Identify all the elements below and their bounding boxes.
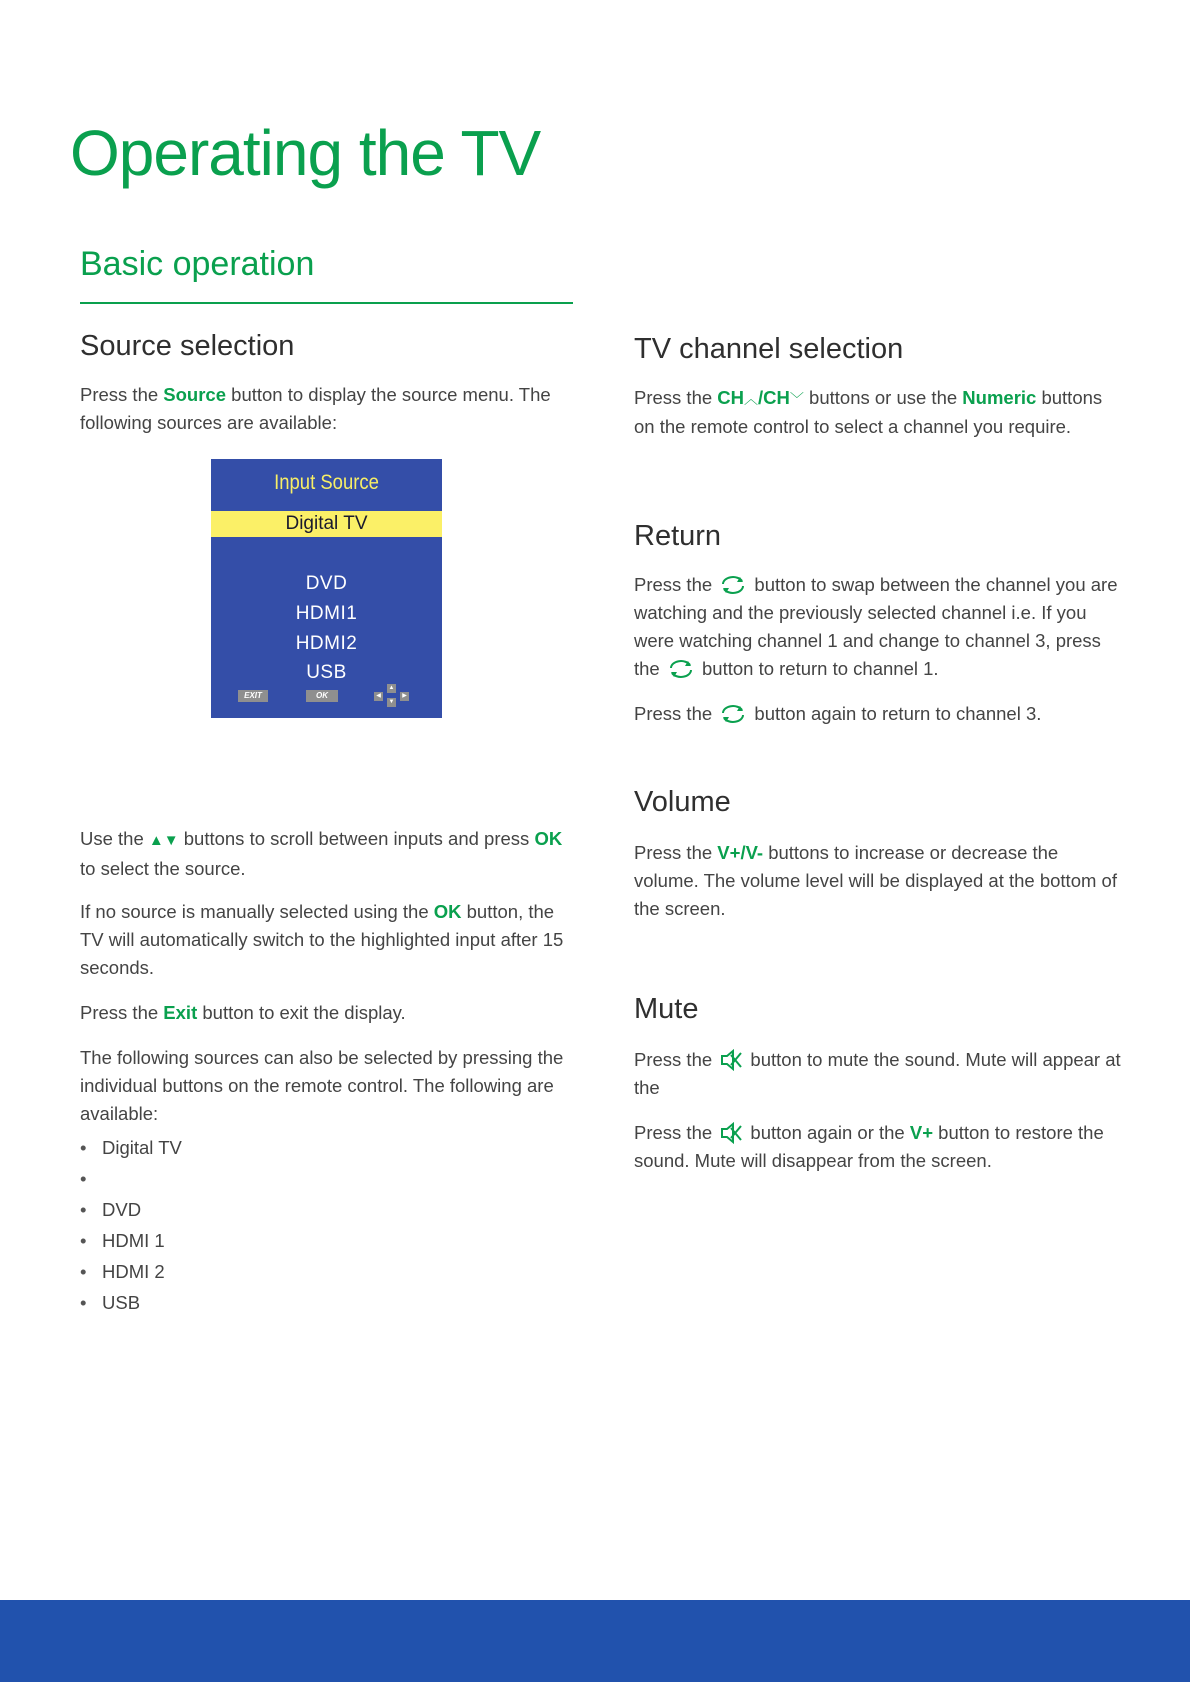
- section-divider: [80, 302, 573, 304]
- return-icon: [667, 659, 695, 679]
- page-title: Operating the TV: [70, 117, 541, 189]
- source-intro-paragraph: Press the Source button to display the source menu. The following sources are available:: [80, 384, 551, 433]
- mute-icon: [719, 1122, 743, 1144]
- volume-paragraph: Press the V+/V- buttons to increase or decrease the volume. The volume level will be displayed at the bottom of the screen.: [634, 842, 1117, 919]
- direct-sources-paragraph: The following sources can also be selected by pressing the individual buttons on the remote control. The following are available:: [80, 1047, 564, 1124]
- menu-item: HDMI1: [295, 603, 358, 624]
- ok-button-label: OK: [534, 828, 563, 849]
- nav-down-icon: ▼: [388, 699, 395, 705]
- nav-right-icon: ▶: [400, 692, 409, 701]
- ok-button-label: OK: [433, 901, 462, 922]
- source-selection-heading: Source selection: [80, 330, 295, 362]
- return-again-paragraph: Press the button again to return to channel 3.: [634, 703, 1042, 724]
- list-item: • DVD: [80, 1196, 182, 1227]
- menu-item: HDMI2: [295, 633, 358, 654]
- menu-item: DVD: [305, 573, 348, 594]
- return-icon: [719, 575, 747, 595]
- list-item: • Digital TV: [80, 1134, 182, 1165]
- menu-selected-item: Digital TV: [211, 511, 442, 537]
- unmute-paragraph: Press the button again or the V+ button to restore the sound. Mute will disappear from the screen.: [634, 1122, 1104, 1171]
- footer-bar: [0, 1600, 1190, 1682]
- volume-heading: Volume: [634, 786, 731, 818]
- mute-icon: [719, 1049, 743, 1071]
- numeric-button-label: Numeric: [962, 387, 1037, 408]
- input-source-menu: [211, 459, 442, 718]
- scroll-instructions-paragraph: Use the ▲▼ buttons to scroll between inputs and press OK to select the source.: [80, 828, 563, 879]
- volume-button-label: V+/V-: [717, 842, 764, 863]
- sources-list: [80, 1134, 182, 1320]
- nav-up-icon: ▲: [388, 685, 395, 691]
- exit-paragraph: Press the Exit button to exit the display.: [80, 1002, 406, 1023]
- menu-title: Input Source: [274, 471, 379, 494]
- list-item: • HDMI 1: [80, 1227, 182, 1258]
- auto-switch-paragraph: If no source is manually selected using the OK button, the TV will automatically switch to the highlighted input after 15 seconds.: [80, 901, 564, 978]
- section-title: Basic operation: [80, 245, 315, 283]
- exit-button-label: Exit: [163, 1002, 198, 1023]
- list-item: [80, 1165, 182, 1196]
- up-down-arrows-icon: ▲▼: [148, 832, 179, 849]
- menu-ok-key: OK: [306, 690, 338, 702]
- return-paragraph: Press the button to swap between the channel you are watching and the previously selected channel i.e. If you were watching channel 1 and change to channel 3, press the button to return to channel 1.: [634, 574, 1118, 679]
- return-heading: Return: [634, 520, 722, 552]
- tv-channel-heading: TV channel selection: [634, 333, 904, 365]
- tv-channel-paragraph: Press the CH︿/CH﹀ buttons or use the Numeric buttons on the remote control to select a channel you require.: [634, 387, 1103, 437]
- v-plus-button-label: V+: [909, 1122, 934, 1143]
- source-button-label: Source: [163, 384, 227, 405]
- list-item: • HDMI 2: [80, 1258, 182, 1289]
- ch-up-icon: ︿: [744, 391, 759, 407]
- mute-heading: Mute: [634, 993, 699, 1025]
- mute-paragraph: Press the button to mute the sound. Mute will appear at the: [634, 1049, 1121, 1098]
- list-item: • USB: [80, 1289, 182, 1320]
- return-icon: [719, 704, 747, 724]
- nav-left-icon: ◀: [374, 692, 383, 701]
- ch-button-label: CH: [717, 387, 745, 408]
- menu-exit-key: EXIT: [238, 690, 268, 702]
- ch-down-icon: ﹀: [789, 391, 804, 407]
- menu-item: USB: [306, 662, 347, 683]
